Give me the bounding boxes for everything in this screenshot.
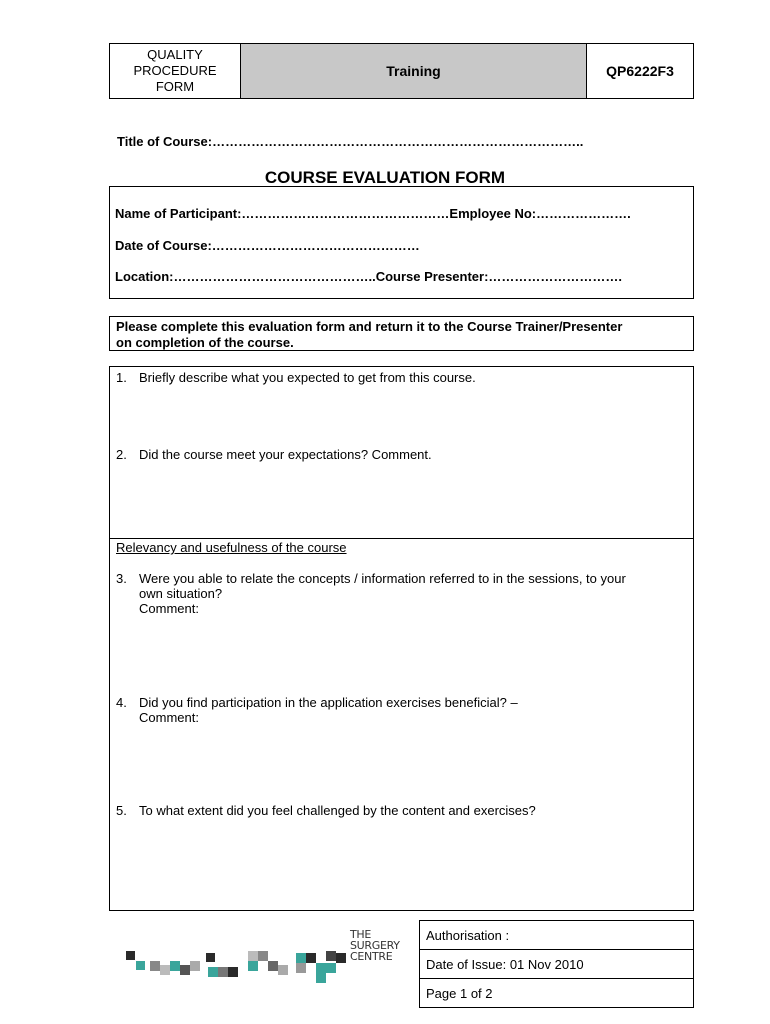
logo-square [336,953,346,963]
participant-name-field[interactable]: Name of Participant:…………………………………………Employee No:…………………. [115,206,631,221]
logo-square [278,965,288,975]
questions-box-relevancy [109,538,694,911]
question-4-line-1: Did you find participation in the application exercises beneficial? – [139,695,518,710]
logo-square [218,967,228,977]
question-4-line-2: Comment: [139,710,199,725]
form-code: QP6222F3 [606,63,674,79]
logo-square [296,953,306,963]
quality-line-2: PROCEDURE [133,63,217,78]
title-of-course-field[interactable]: Title of Course:………………………………………………………………………….. [117,134,584,149]
question-5-line-1: To what extent did you feel challenged by the content and exercises? [139,803,536,818]
question-1-text: Briefly describe what you expected to get from this course. [139,370,476,385]
logo-square [248,961,258,971]
logo-square [150,961,160,971]
relevancy-section-heading: Relevancy and usefulness of the course [116,540,347,555]
date-of-issue-cell: Date of Issue: 01 Nov 2010 [420,950,693,979]
logo-square [190,961,200,971]
questions-box-expectations [109,366,694,539]
logo-square [208,967,218,977]
question-2-text: Did the course meet your expectations? Comment. [139,447,432,462]
logo-square [248,951,258,961]
surgery-centre-logo-pattern [120,935,350,985]
form-title: COURSE EVALUATION FORM [264,168,506,187]
logo-square [306,953,316,963]
page-number-cell: Page 1 of 2 [426,986,493,1001]
logo-square [268,961,278,971]
logo-line-2: SURGERY [350,939,400,952]
logo-square [180,965,190,975]
date-of-course-field[interactable]: Date of Course:………………………………………… [115,238,420,253]
logo-square [160,965,170,975]
logo-square [258,951,268,961]
question-3-line-2: own situation? [139,586,223,601]
instructions-line-2: on completion of the course. [116,335,294,350]
instructions-box [109,316,694,351]
logo-square [326,963,336,973]
logo-square [316,963,326,973]
footer-table [419,920,694,1008]
logo-line-3: CENTRE [350,950,393,963]
logo-square [316,973,326,983]
category-label: Training [241,44,587,98]
logo-square [136,961,145,970]
quality-procedure-form-label [110,44,241,98]
form-header [109,43,694,99]
question-3-line-1: Were you able to relate the concepts / information referred to in the sessions, to your [139,571,626,586]
authorisation-cell: Authorisation : [420,921,693,950]
surgery-centre-logo-text [350,929,400,962]
location-field[interactable]: Location:………………………………………..Course Presenter:…………………………. [115,269,623,284]
question-1-number: 1. [116,370,127,385]
quality-line-1: QUALITY [147,47,203,62]
logo-square [296,963,306,973]
instructions-line-1: Please complete this evaluation form and return it to the Course Trainer/Presenter [116,319,623,334]
logo-square [206,953,215,962]
logo-line-1: THE [350,928,372,941]
logo-square [228,967,238,977]
question-3-line-3: Comment: [139,601,199,616]
quality-line-3: FORM [155,79,195,94]
logo-square [326,951,336,961]
question-2-number: 2. [116,447,127,462]
participant-details-box [109,186,694,299]
question-3-number: 3. [116,571,127,586]
logo-square [126,951,135,960]
question-4-number: 4. [116,695,127,710]
logo-square [170,961,180,971]
question-5-number: 5. [116,803,127,818]
